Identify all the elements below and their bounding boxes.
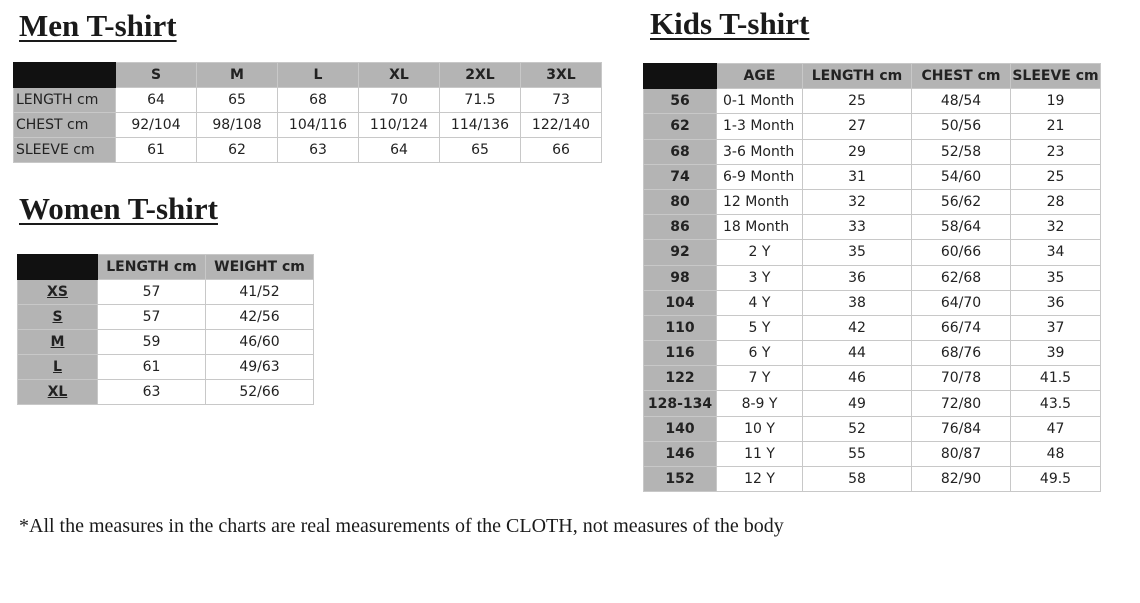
men-table-cell: 122/140 — [521, 113, 602, 138]
kids-table-cell: 49 — [803, 391, 912, 416]
women-table-cell: 46/60 — [206, 330, 314, 355]
men-table-cell: 92/104 — [116, 113, 197, 138]
kids-table-cell: 6-9 Month — [717, 164, 803, 189]
kids-table-cell: 56/62 — [912, 189, 1011, 214]
women-table-cell: 63 — [98, 380, 206, 405]
women-size-table — [17, 254, 314, 405]
women-body — [18, 280, 314, 405]
men-table-cell: 65 — [440, 138, 521, 163]
kids-table-cell: 3-6 Month — [717, 139, 803, 164]
kids-table-cell: 25 — [803, 89, 912, 114]
men-body — [14, 88, 602, 163]
kids-table-cell: 55 — [803, 441, 912, 466]
men-column-header: M — [197, 63, 278, 88]
kids-table-cell: 70/78 — [912, 366, 1011, 391]
kids-column-header: SLEEVE cm — [1011, 64, 1101, 89]
kids-table-cell: 11 Y — [717, 441, 803, 466]
women-column-header: LENGTH cm — [98, 255, 206, 280]
men-table-row — [14, 138, 602, 163]
kids-header-row — [644, 64, 1101, 89]
kids-table-cell: 60/66 — [912, 240, 1011, 265]
kids-table-cell: 39 — [1011, 341, 1101, 366]
men-column-header: 2XL — [440, 63, 521, 88]
kids-table-cell: 66/74 — [912, 315, 1011, 340]
men-column-header: XL — [359, 63, 440, 88]
men-table-cell: 64 — [359, 138, 440, 163]
women-table-row — [18, 305, 314, 330]
men-table-cell: 70 — [359, 88, 440, 113]
kids-table-cell: 27 — [803, 114, 912, 139]
kids-column-header: CHEST cm — [912, 64, 1011, 89]
men-title: Men T-shirt — [19, 8, 177, 43]
kids-table-cell: 28 — [1011, 189, 1101, 214]
men-row-label: CHEST cm — [14, 113, 116, 138]
men-table-cell: 64 — [116, 88, 197, 113]
kids-table-row — [644, 366, 1101, 391]
kids-table-cell: 47 — [1011, 416, 1101, 441]
kids-table-cell: 82/90 — [912, 467, 1011, 492]
men-table-cell: 62 — [197, 138, 278, 163]
women-column-header: WEIGHT cm — [206, 255, 314, 280]
kids-table-row — [644, 139, 1101, 164]
women-row-label: XL — [18, 380, 98, 405]
kids-table-row — [644, 114, 1101, 139]
kids-table-row — [644, 467, 1101, 492]
kids-corner-cell — [644, 64, 717, 89]
kids-row-label: 86 — [644, 215, 717, 240]
women-row-label: S — [18, 305, 98, 330]
kids-table-cell: 52/58 — [912, 139, 1011, 164]
women-title: Women T-shirt — [19, 191, 218, 226]
kids-table-row — [644, 290, 1101, 315]
kids-table-cell: 12 Y — [717, 467, 803, 492]
kids-table-cell: 36 — [1011, 290, 1101, 315]
kids-table-cell: 25 — [1011, 164, 1101, 189]
women-table-cell: 57 — [98, 305, 206, 330]
kids-row-label: 56 — [644, 89, 717, 114]
kids-table-cell: 4 Y — [717, 290, 803, 315]
kids-row-label: 146 — [644, 441, 717, 466]
kids-table-cell: 8-9 Y — [717, 391, 803, 416]
women-header-row — [18, 255, 314, 280]
kids-table-cell: 3 Y — [717, 265, 803, 290]
men-table-cell: 71.5 — [440, 88, 521, 113]
kids-table-row — [644, 341, 1101, 366]
kids-table-row — [644, 441, 1101, 466]
kids-table-cell: 80/87 — [912, 441, 1011, 466]
kids-table-cell: 54/60 — [912, 164, 1011, 189]
women-table-cell: 42/56 — [206, 305, 314, 330]
men-column-header: S — [116, 63, 197, 88]
women-table-cell: 41/52 — [206, 280, 314, 305]
kids-table-cell: 18 Month — [717, 215, 803, 240]
kids-table-row — [644, 189, 1101, 214]
kids-table-cell: 52 — [803, 416, 912, 441]
kids-table-cell: 36 — [803, 265, 912, 290]
kids-table-row — [644, 265, 1101, 290]
men-table-cell: 104/116 — [278, 113, 359, 138]
kids-table-cell: 41.5 — [1011, 366, 1101, 391]
kids-table-row — [644, 89, 1101, 114]
kids-table-cell: 48 — [1011, 441, 1101, 466]
kids-table-cell: 1-3 Month — [717, 114, 803, 139]
kids-row-label: 116 — [644, 341, 717, 366]
footnote: *All the measures in the charts are real measurements of the CLOTH, not measures of the body — [19, 515, 784, 537]
men-size-table — [13, 62, 602, 163]
kids-row-label: 80 — [644, 189, 717, 214]
women-table-cell: 61 — [98, 355, 206, 380]
kids-table-cell: 48/54 — [912, 89, 1011, 114]
kids-table-cell: 38 — [803, 290, 912, 315]
kids-table-cell: 12 Month — [717, 189, 803, 214]
kids-title: Kids T-shirt — [650, 6, 810, 41]
men-table-row — [14, 88, 602, 113]
women-table-row — [18, 330, 314, 355]
kids-row-label: 68 — [644, 139, 717, 164]
kids-row-label: 152 — [644, 467, 717, 492]
kids-table-cell: 46 — [803, 366, 912, 391]
men-table-cell: 114/136 — [440, 113, 521, 138]
women-row-label: L — [18, 355, 98, 380]
men-column-header: L — [278, 63, 359, 88]
kids-table-cell: 6 Y — [717, 341, 803, 366]
women-table-cell: 49/63 — [206, 355, 314, 380]
kids-body — [644, 89, 1101, 492]
men-table-cell: 68 — [278, 88, 359, 113]
men-table-cell: 110/124 — [359, 113, 440, 138]
kids-table-cell: 44 — [803, 341, 912, 366]
kids-table-cell: 0-1 Month — [717, 89, 803, 114]
kids-table-row — [644, 164, 1101, 189]
women-table-cell: 57 — [98, 280, 206, 305]
kids-table-cell: 58 — [803, 467, 912, 492]
men-row-label: LENGTH cm — [14, 88, 116, 113]
kids-table-cell: 35 — [1011, 265, 1101, 290]
kids-table-row — [644, 215, 1101, 240]
kids-row-label: 122 — [644, 366, 717, 391]
kids-table-row — [644, 391, 1101, 416]
women-table-row — [18, 280, 314, 305]
kids-column-header: AGE — [717, 64, 803, 89]
men-table-cell: 66 — [521, 138, 602, 163]
men-corner-cell — [14, 63, 116, 88]
kids-size-table — [643, 63, 1101, 492]
kids-table-cell: 32 — [803, 189, 912, 214]
women-row-label: M — [18, 330, 98, 355]
kids-row-label: 140 — [644, 416, 717, 441]
kids-table-cell: 21 — [1011, 114, 1101, 139]
kids-row-label: 74 — [644, 164, 717, 189]
kids-table-cell: 32 — [1011, 215, 1101, 240]
kids-table-cell: 10 Y — [717, 416, 803, 441]
men-table-cell: 63 — [278, 138, 359, 163]
men-table-cell: 73 — [521, 88, 602, 113]
kids-row-label: 128-134 — [644, 391, 717, 416]
kids-column-header: LENGTH cm — [803, 64, 912, 89]
kids-table-cell: 62/68 — [912, 265, 1011, 290]
kids-table-cell: 31 — [803, 164, 912, 189]
men-table-row — [14, 113, 602, 138]
kids-row-label: 110 — [644, 315, 717, 340]
kids-row-label: 92 — [644, 240, 717, 265]
kids-table-row — [644, 240, 1101, 265]
kids-table-cell: 72/80 — [912, 391, 1011, 416]
men-table-cell: 61 — [116, 138, 197, 163]
women-table-cell: 59 — [98, 330, 206, 355]
kids-table-cell: 37 — [1011, 315, 1101, 340]
kids-table-cell: 7 Y — [717, 366, 803, 391]
kids-table-cell: 58/64 — [912, 215, 1011, 240]
kids-table-cell: 23 — [1011, 139, 1101, 164]
kids-table-cell: 2 Y — [717, 240, 803, 265]
women-table-cell: 52/66 — [206, 380, 314, 405]
kids-table-cell: 64/70 — [912, 290, 1011, 315]
kids-table-cell: 35 — [803, 240, 912, 265]
kids-table-cell: 43.5 — [1011, 391, 1101, 416]
kids-table-cell: 50/56 — [912, 114, 1011, 139]
kids-table-cell: 42 — [803, 315, 912, 340]
kids-table-cell: 33 — [803, 215, 912, 240]
kids-table-cell: 68/76 — [912, 341, 1011, 366]
men-column-header: 3XL — [521, 63, 602, 88]
women-row-label: XS — [18, 280, 98, 305]
kids-table-cell: 19 — [1011, 89, 1101, 114]
kids-table-row — [644, 416, 1101, 441]
kids-row-label: 98 — [644, 265, 717, 290]
women-corner-cell — [18, 255, 98, 280]
men-table-cell: 98/108 — [197, 113, 278, 138]
men-table-cell: 65 — [197, 88, 278, 113]
women-table-row — [18, 355, 314, 380]
kids-row-label: 104 — [644, 290, 717, 315]
kids-table-cell: 34 — [1011, 240, 1101, 265]
men-row-label: SLEEVE cm — [14, 138, 116, 163]
kids-table-cell: 49.5 — [1011, 467, 1101, 492]
women-table-row — [18, 380, 314, 405]
kids-table-cell: 76/84 — [912, 416, 1011, 441]
kids-table-cell: 29 — [803, 139, 912, 164]
kids-table-row — [644, 315, 1101, 340]
men-header-row — [14, 63, 602, 88]
kids-row-label: 62 — [644, 114, 717, 139]
kids-table-cell: 5 Y — [717, 315, 803, 340]
